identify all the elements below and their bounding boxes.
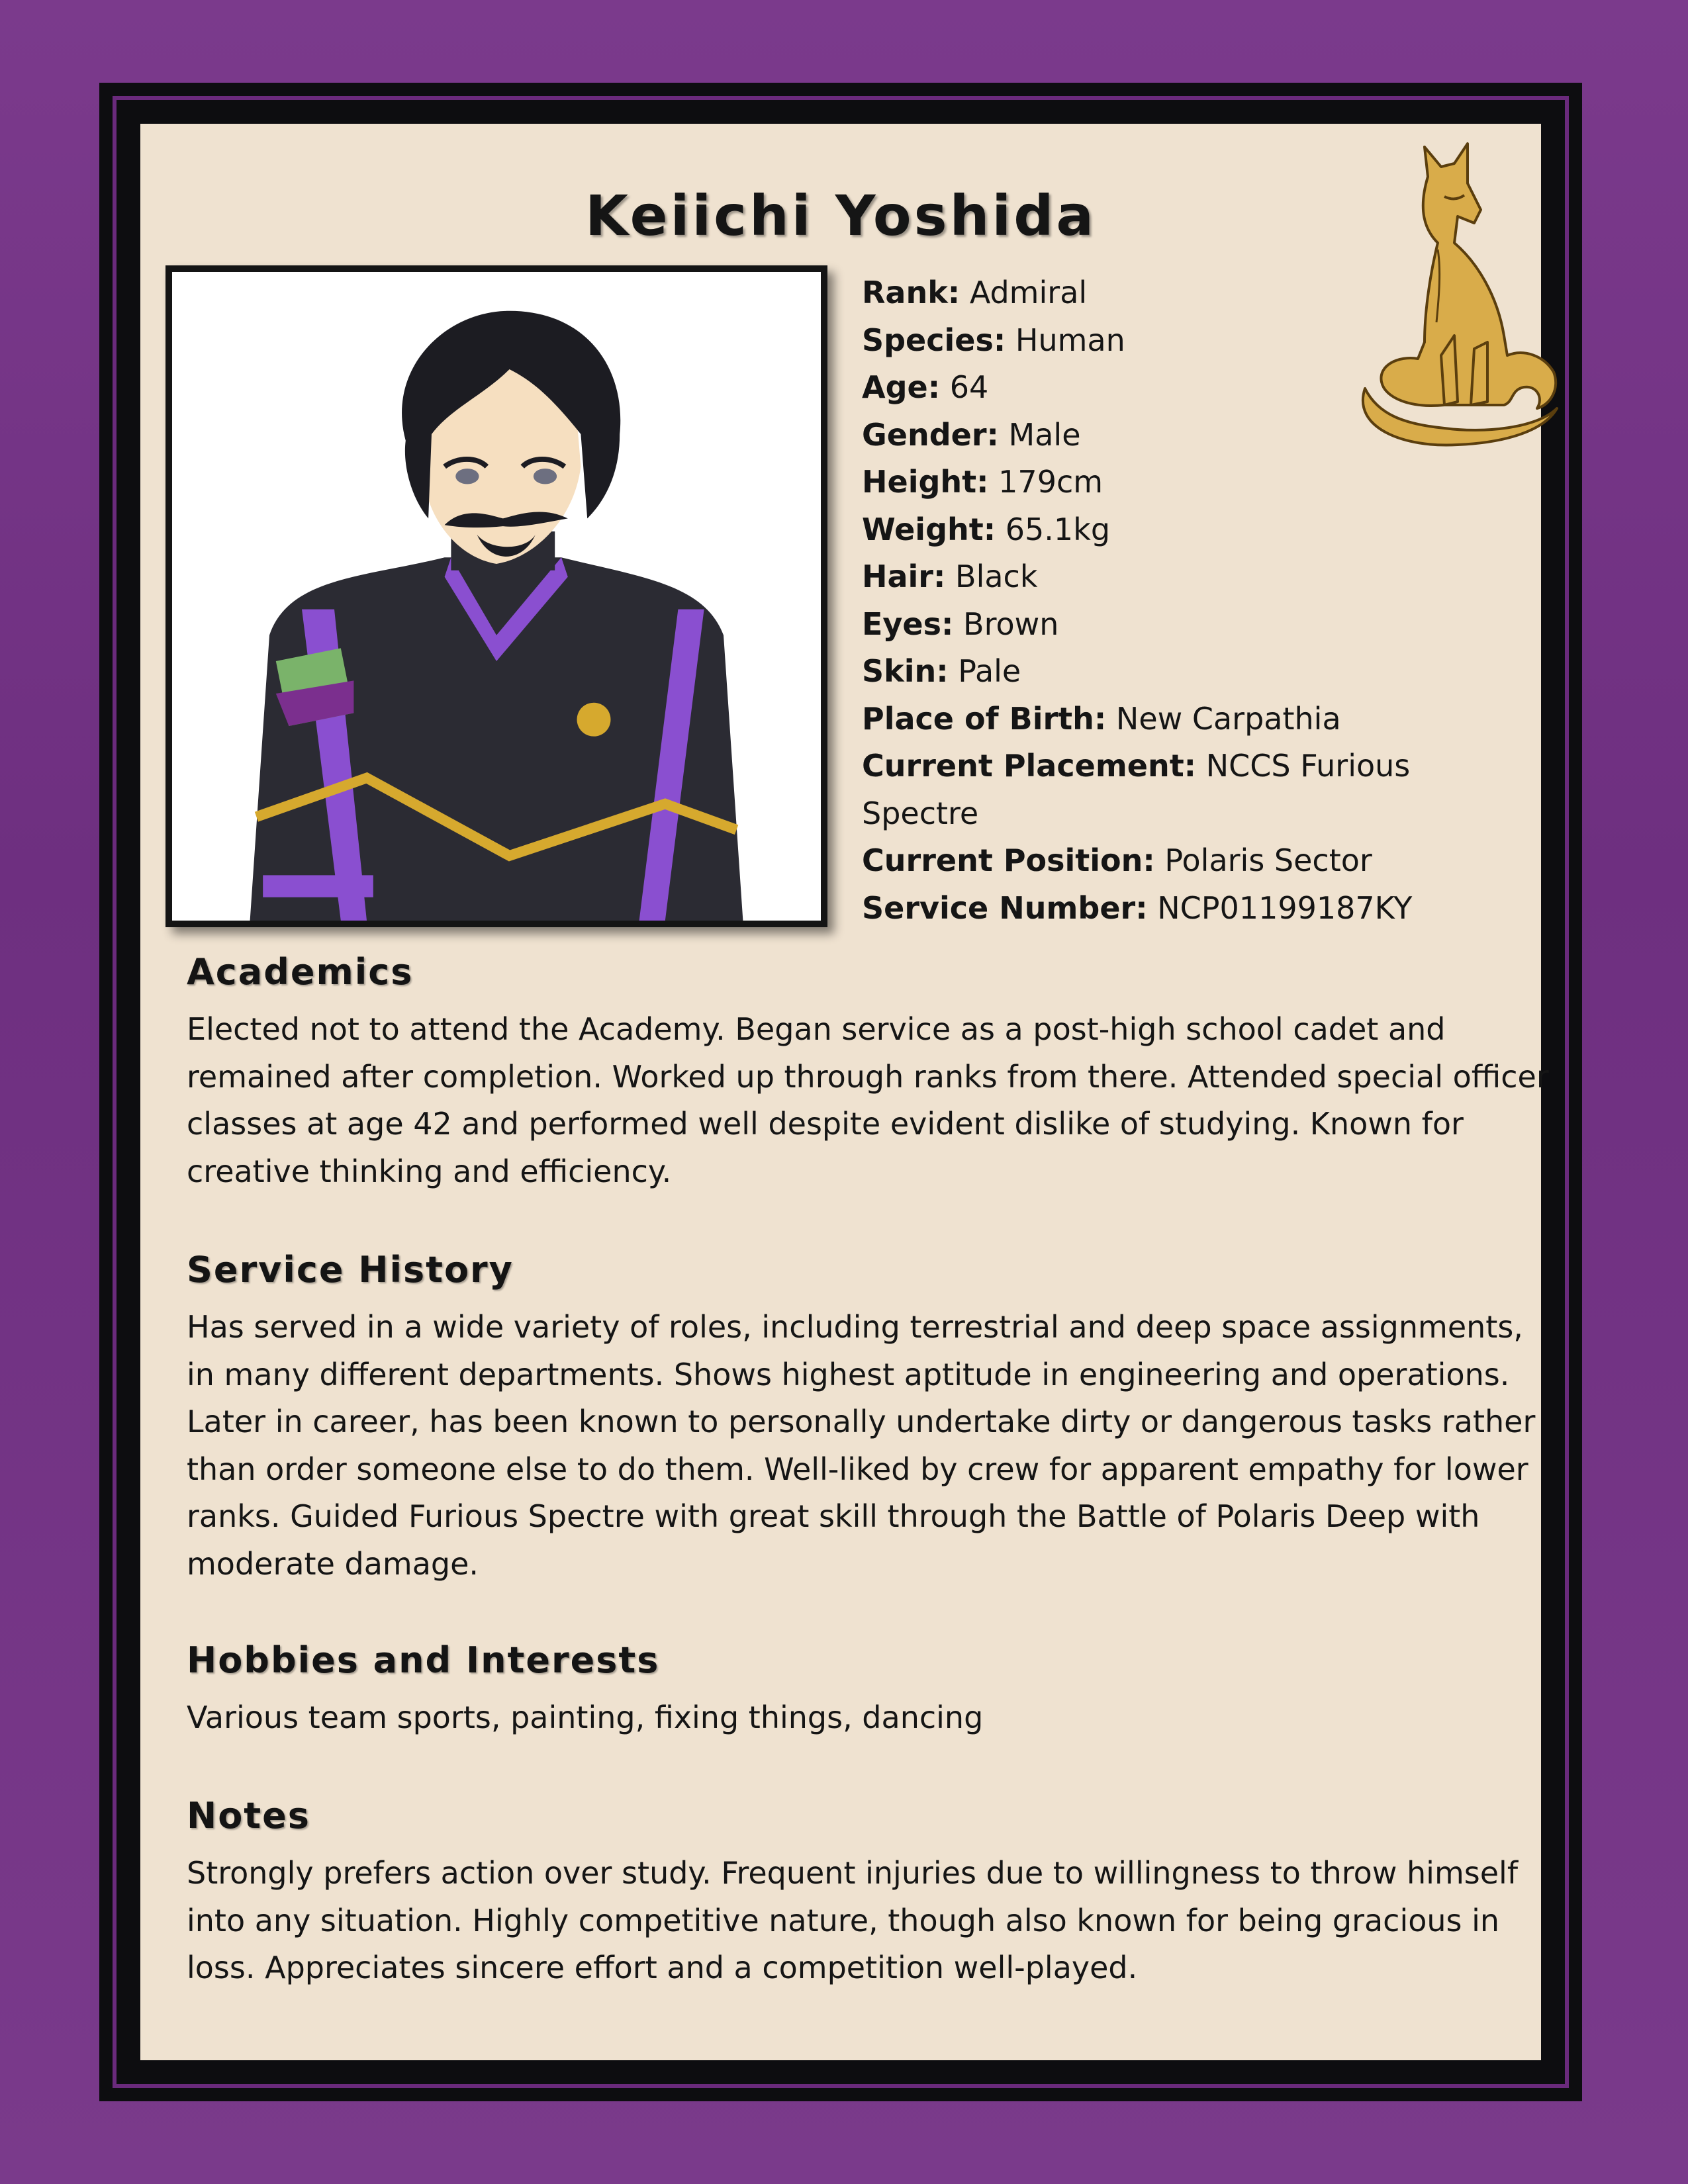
fact-height: Height: 179cm (862, 464, 1103, 500)
fact-skin: Skin: Pale (862, 653, 1021, 689)
section-heading: Service History (187, 1249, 514, 1291)
fact-current-placement: Current Placement: NCCS Furious Spectre (862, 748, 1411, 831)
page-title: Keiichi Yoshida (585, 183, 1097, 248)
fact-hair: Hair: Black (862, 559, 1038, 594)
section-body: Has served in a wide variety of roles, including terrestrial and deep space assignments, in many different departments. Shows highest aptitude in engineering and operations. Later in career, has been known to personally undertake dirty or dangerous tasks rather than order someone else to do them. Well-liked by crew for apparent empathy for lower ranks. Guided Furious Spectre with great skill through the Battle of Polaris Deep with moderate damage. (187, 1309, 1536, 1582)
section-body: Strongly prefers action over study. Frequent injuries due to willingness to throw himself into any situation. Highly competitive nature, though also known for being gracious in loss. Appreciates sincere effort and a competition well-played. (187, 1855, 1519, 1985)
section-body: Various team sports, painting, fixing things, dancing (187, 1700, 984, 1735)
section-service-history (187, 1249, 1550, 1588)
fact-species: Species: Human (862, 322, 1125, 358)
section-notes (187, 1795, 1550, 1992)
fact-rank: Rank: Admiral (862, 275, 1088, 310)
page-frame (99, 83, 1582, 2101)
character-portrait (165, 265, 827, 927)
fact-eyes: Eyes: Brown (862, 606, 1059, 642)
fact-service-number: Service Number: NCP01199187KY (862, 889, 1413, 926)
fact-weight: Weight: 65.1kg (862, 511, 1111, 547)
fact-current-position: Current Position: Polaris Sector (862, 842, 1372, 878)
profile-panel (140, 124, 1549, 2060)
fact-place-of-birth: Place of Birth: New Carpathia (862, 700, 1341, 737)
section-heading: Hobbies and Interests (187, 1639, 660, 1681)
profile-facts (862, 269, 1524, 932)
frame-inner-border (113, 96, 1569, 2088)
portrait-illustration (172, 272, 821, 921)
fact-gender: Gender: Male (862, 416, 1081, 453)
section-hobbies-and-interests (187, 1639, 1550, 1742)
section-heading: Notes (187, 1795, 310, 1837)
section-heading: Academics (187, 951, 414, 993)
section-academics (187, 951, 1550, 1195)
fact-age: Age: 64 (862, 369, 989, 405)
section-body: Elected not to attend the Academy. Began service as a post-high school cadet and remained after completion. Worked up through ranks from there. Attended special officer classes at age 42 and performed well despite evident dislike of studying. Known for creative thinking and efficiency. (187, 1011, 1549, 1189)
